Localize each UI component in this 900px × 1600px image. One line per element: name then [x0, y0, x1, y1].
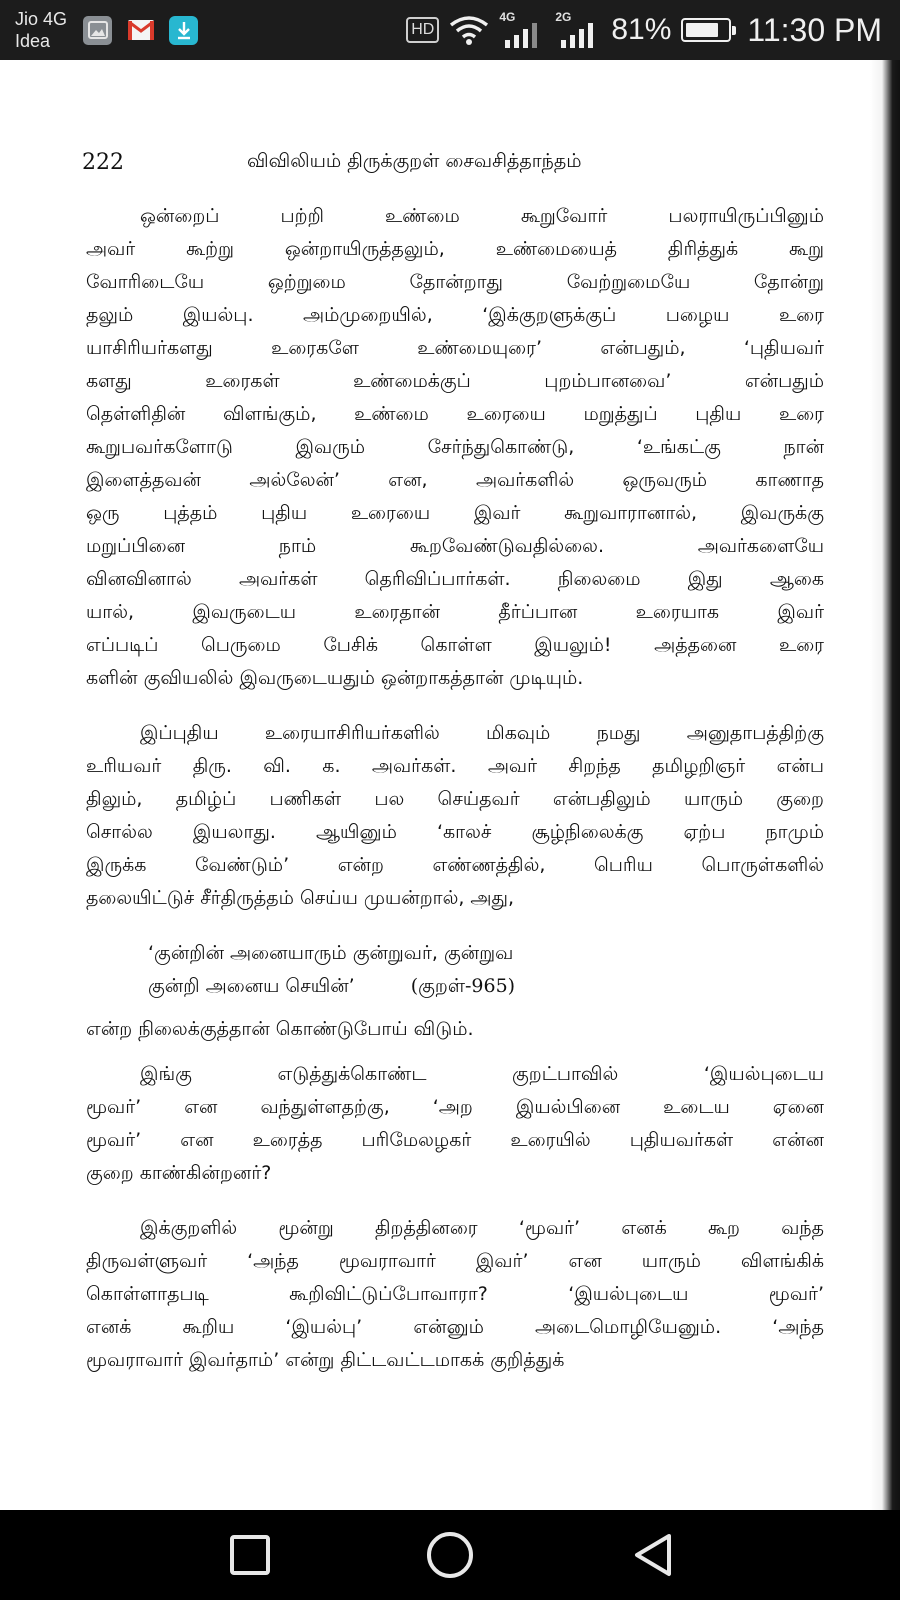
text-line: மூவர்’ என உரைத்த பரிமேலழகர் உரையில் புதியவர்கள் என்ன	[86, 1129, 824, 1151]
text-line: எப்படிப் பெருமை பேசிக் கொள்ள இயலும்! அத்தனை உரை	[86, 634, 824, 656]
text-line: மூவர்’ என வந்துள்ளதற்கு, ‘அற இயல்பினை உடைய ஏனை	[86, 1096, 824, 1118]
text-line: திருவள்ளுவர் ‘அந்த மூவராவார் இவர்’ என யாரும் விளங்கிக்	[86, 1250, 824, 1272]
kural-verse	[86, 937, 824, 1003]
navigation-bar	[0, 1510, 900, 1600]
text-line: இங்கு எடுத்துக்கொண்ட குறட்பாவில் ‘இயல்புடைய	[140, 1063, 824, 1085]
home-button[interactable]	[425, 1530, 475, 1580]
hd-voice-badge: HD	[406, 17, 439, 43]
text-line: இளைத்தவன் அல்லேன்’ என, அவர்களில் ஒருவரும் காணாத	[86, 469, 824, 491]
scanned-book-page[interactable]	[0, 60, 900, 1510]
text-line: களின் குவியலில் இவருடையதும் ஒன்றாகத்தான் முடியும்.	[86, 667, 584, 689]
text-line: யால், இவருடைய உரைதான் தீர்ப்பான உரையாக இவர்	[86, 601, 824, 623]
paragraph	[86, 200, 824, 695]
text-line: வினவினால் அவர்கள் தெரிவிப்பார்கள். நிலைமை இது ஆகை	[86, 568, 824, 590]
text-line: வோரிடையே ஒற்றுமை தோன்றாது வேற்றுமையே தோன்று	[86, 271, 824, 293]
text-line: ஒரு புத்தம் புதிய உரையை இவர் கூறுவாரானால், இவருக்கு	[86, 502, 824, 524]
circle-icon	[425, 1530, 475, 1580]
signal-bars-icon	[503, 22, 541, 48]
recents-button[interactable]	[225, 1530, 275, 1580]
text-line: மூவராவார் இவர்தாம்’ என்று திட்டவட்டமாகக் குறித்துக்	[86, 1349, 565, 1371]
text-line: ஒன்றைப் பற்றி உண்மை கூறுவோர் பலராயிருப்பினும்	[140, 205, 824, 227]
page-body	[86, 200, 824, 1377]
gallery-icon	[83, 16, 112, 45]
scan-edge-shadow	[870, 60, 900, 1510]
battery-level-fill	[686, 23, 718, 37]
running-title: விவிலியம் திருக்குறள் சைவசித்தாந்தம்	[247, 150, 582, 172]
signal-bars-icon	[559, 22, 597, 48]
carrier-line-2: Idea	[15, 31, 51, 51]
text-line: மறுப்பினை நாம் கூறவேண்டுவதில்லை. அவர்களையே	[86, 535, 824, 557]
battery-percent: 81%	[611, 13, 672, 46]
text-line: எனக் கூறிய ‘இயல்பு’ என்னும் அடைமொழியேனும். ‘அந்த	[86, 1316, 824, 1338]
clock: 11:30 PM	[747, 11, 882, 48]
sim1-signal	[499, 12, 545, 48]
text-line: இப்புதிய உரையாசிரியர்களில் மிகவும் நமது அனுதாபத்திற்கு	[140, 722, 824, 744]
carrier-line-1: Jio 4G	[15, 9, 68, 29]
paragraph	[86, 717, 824, 915]
sim2-signal	[555, 12, 601, 48]
text-line: உரியவர் திரு. வி. க. அவர்கள். அவர் சிறந்த தமிழறிஞர் என்ப	[86, 755, 824, 777]
text-line: இக்குறளில் மூன்று திறத்தினரை ‘மூவர்’ எனக் கூற வந்த	[140, 1217, 824, 1239]
back-button[interactable]	[628, 1530, 678, 1580]
text-line: களது உரைகள் உண்மைக்குப் புறம்பானவை’ என்பதும்	[86, 370, 824, 392]
paragraph-group-1	[86, 200, 824, 915]
kural-reference: (குறள்-965)	[410, 975, 516, 997]
verse-line-2	[148, 970, 824, 1003]
text-line: தெள்ளிதின் விளங்கும், உண்மை உரையை மறுத்துப் புதிய உரை	[86, 403, 824, 425]
text-line: கொள்ளாதபடி கூறிவிட்டுப்போவாரா? ‘இயல்புடைய மூவர்’	[86, 1283, 824, 1305]
carrier-info	[15, 8, 67, 52]
text-line: திலும், தமிழ்ப் பணிகள் பல செய்தவர் என்பதிலும் யாரும் குறை	[86, 788, 824, 810]
triangle-back-icon	[631, 1532, 675, 1578]
text-line: அவர் கூற்று ஒன்றாயிருத்தலும், உண்மையைத் திரித்துக் கூறு	[86, 238, 824, 260]
paragraph	[86, 1058, 824, 1190]
sim2-network-type: 2G	[555, 10, 572, 24]
paragraph	[86, 1212, 824, 1377]
page-number: 222	[82, 150, 124, 175]
status-right-cluster	[406, 10, 882, 50]
gmail-icon	[126, 16, 155, 45]
wifi-icon	[449, 15, 489, 45]
text-line: இருக்க வேண்டும்’ என்ற எண்ணத்தில், பெரிய பொருள்களில்	[86, 854, 824, 876]
text-line: சொல்ல இயலாது. ஆயினும் ‘காலச் சூழ்நிலைக்கு ஏற்ப நாமும்	[86, 821, 824, 843]
sim1-network-type: 4G	[499, 10, 516, 24]
text-line: கூறுபவர்களோடு இவரும் சேர்ந்துகொண்டு, ‘உங்கட்கு நான்	[86, 436, 824, 458]
battery-icon	[681, 18, 731, 42]
square-icon	[229, 1534, 271, 1576]
verse-line-2-text: குன்றி அனைய செயின்’	[148, 975, 355, 997]
notification-icons	[83, 14, 198, 46]
text-line: தலையிட்டுச் சீர்திருத்தம் செய்ய முயன்றால், அது,	[86, 887, 515, 909]
text-line: குறை காண்கின்றனர்?	[86, 1162, 272, 1184]
download-icon	[169, 16, 198, 45]
text-line: தலும் இயல்பு. அம்முறையில், ‘இக்குறளுக்குப் பழைய உரை	[86, 304, 824, 326]
status-bar	[0, 0, 900, 60]
after-verse-line: என்ற நிலைக்குத்தான் கொண்டுபோய் விடும்.	[86, 1018, 474, 1040]
paragraph-group-2	[86, 1058, 824, 1377]
text-line: யாசிரியர்களது உரைகளே உண்மையுரை’ என்பதும், ‘புதியவர்	[86, 337, 824, 359]
verse-line-1: ‘குன்றின் அனையாரும் குன்றுவர், குன்றுவ	[148, 942, 514, 964]
